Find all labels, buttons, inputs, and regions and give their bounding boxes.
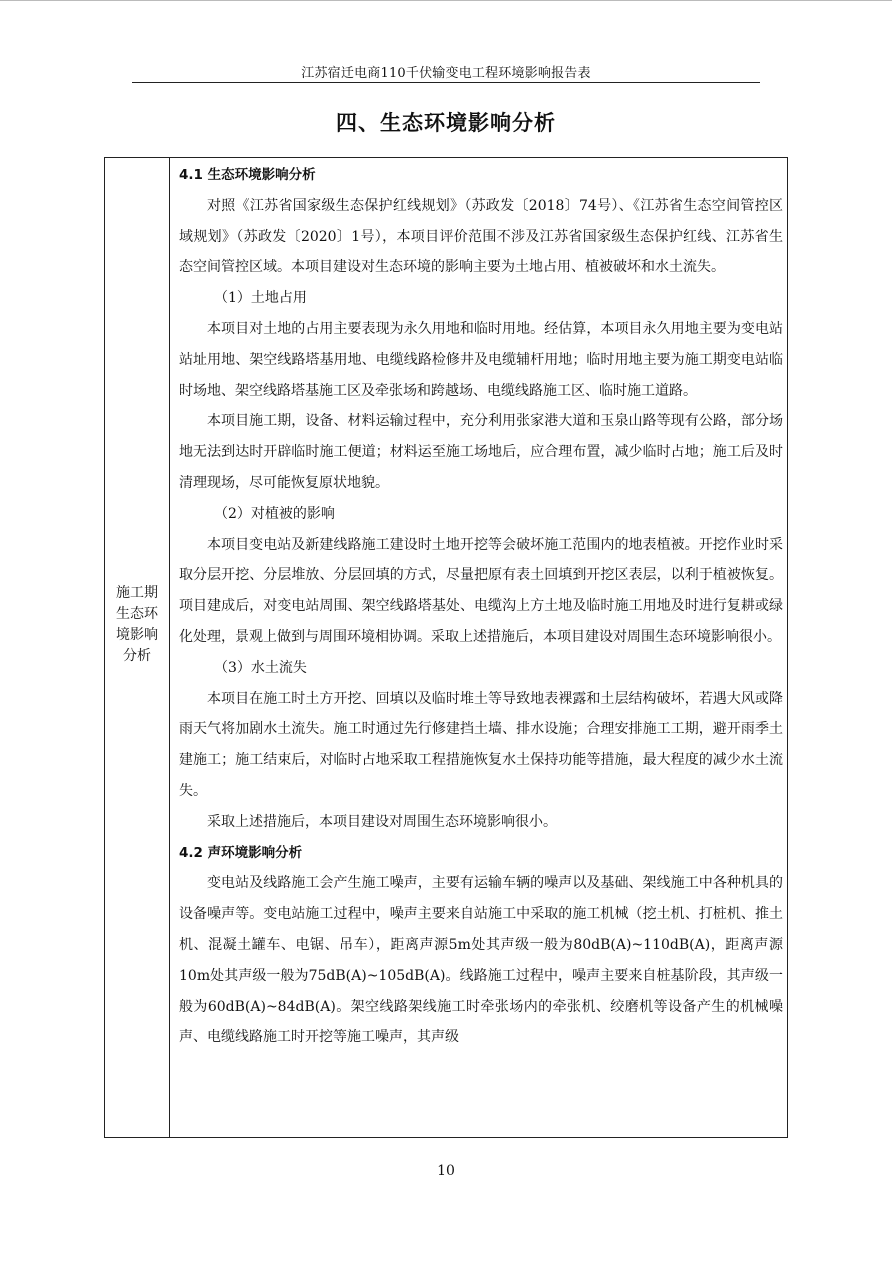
content-table [104,157,788,1138]
section-title: 四、生态环境影响分析 [336,111,556,135]
paragraph-vegetation: 本项目变电站及新建线路施工建设时土地开挖等会破坏施工范围内的地表植被。开挖作业时采取分层开挖、分层堆放、分层回填的方式，尽量把原有表土回填到开挖区表层，以利于植被恢复。项目建成后，对变电站周围、架空线路塔基处、电缆沟上方土地及临时施工用地及时进行复耕或绿化处理，景观上做到与周围环境相协调。采取上述措施后，本项目建设对周围生态环境影响很小。 [179,536,783,645]
paragraph-redline: 对照《江苏省国家级生态保护红线规划》（苏政发〔2018〕74号）、《江苏省生态空间管控区域规划》（苏政发〔2020〕1号），本项目评价范围不涉及江苏省国家级生态保护红线、江苏省生态空间管控区域。本项目建设对生态环境的影响主要为土地占用、植被破坏和水土流失。 [179,197,783,276]
paragraph-transport: 本项目施工期，设备、材料运输过程中，充分利用张家港大道和玉泉山路等现有公路，部分场地无法到达时开辟临时施工便道；材料运至施工场地后，应合理布置，减少临时占地；施工后及时清理现场，尽可能恢复原状地貌。 [179,413,783,491]
page-number: 10 [437,1163,455,1179]
row-label-line-3: 境影响 [116,627,158,643]
report-header-title: 江苏宿迁电商110千伏输变电工程环境影响报告表 [301,66,591,81]
heading-4-2: 4.2 声环境影响分析 [179,844,303,861]
column-divider [169,158,170,1137]
subheading-soil-erosion: （3）水土流失 [214,659,307,676]
page-top-border [0,0,892,1]
row-label-line-2: 生态环 [116,606,158,622]
row-label-line-1: 施工期 [116,585,158,601]
paragraph-land-use: 本项目对土地的占用主要表现为永久用地和临时用地。经估算，本项目永久用地主要为变电站站址用地、架空线路塔基用地、电缆线路检修井及电缆辅杆用地；临时用地主要为施工期变电站临时场地、架空线路塔基施工区及牵张场和跨越场、电缆线路施工区、临时施工道路。 [179,320,783,399]
content-cell [179,160,783,1053]
row-label [111,583,163,667]
paragraph-noise: 变电站及线路施工会产生施工噪声，主要有运输车辆的噪声以及基础、架线施工中各种机具的设备噪声等。变电站施工过程中，噪声主要来自站施工中采取的施工机械（挖土机、打桩机、推土机、混凝土罐车、电锯、吊车），距离声源5m处其声级一般为80dB(A)~110dB(A)，距离声源10m处其声级一般为75dB(A)~105dB(A)。线路施工过程中，噪声主要来自桩基阶段，其声级一般为60dB(A)~84dB(A)。架空线路架线施工时牵张场内的牵张机、绞磨机等设备产生的机械噪声、电缆线路施工时开挖等施工噪声，其声级 [179,875,783,1046]
row-label-line-4: 分析 [123,648,151,664]
header-rule [132,82,760,83]
subheading-vegetation: （2）对植被的影响 [214,505,335,522]
heading-4-1: 4.1 生态环境影响分析 [179,167,316,183]
paragraph-soil-erosion: 本项目在施工时土方开挖、回填以及临时堆土等导致地表裸露和土层结构破坏，若遇大风或降雨天气将加剧水土流失。施工时通过先行修建挡土墙、排水设施；合理安排施工工期，避开雨季土建施工；施工结束后，对临时占地采取工程措施恢复水土保持功能等措施，最大程度的减少水土流失。 [179,690,783,799]
row-label-cell [105,158,169,1137]
paragraph-conclusion: 采取上述措施后，本项目建设对周围生态环境影响很小。 [207,813,557,830]
subheading-land-use: （1）土地占用 [214,290,307,307]
